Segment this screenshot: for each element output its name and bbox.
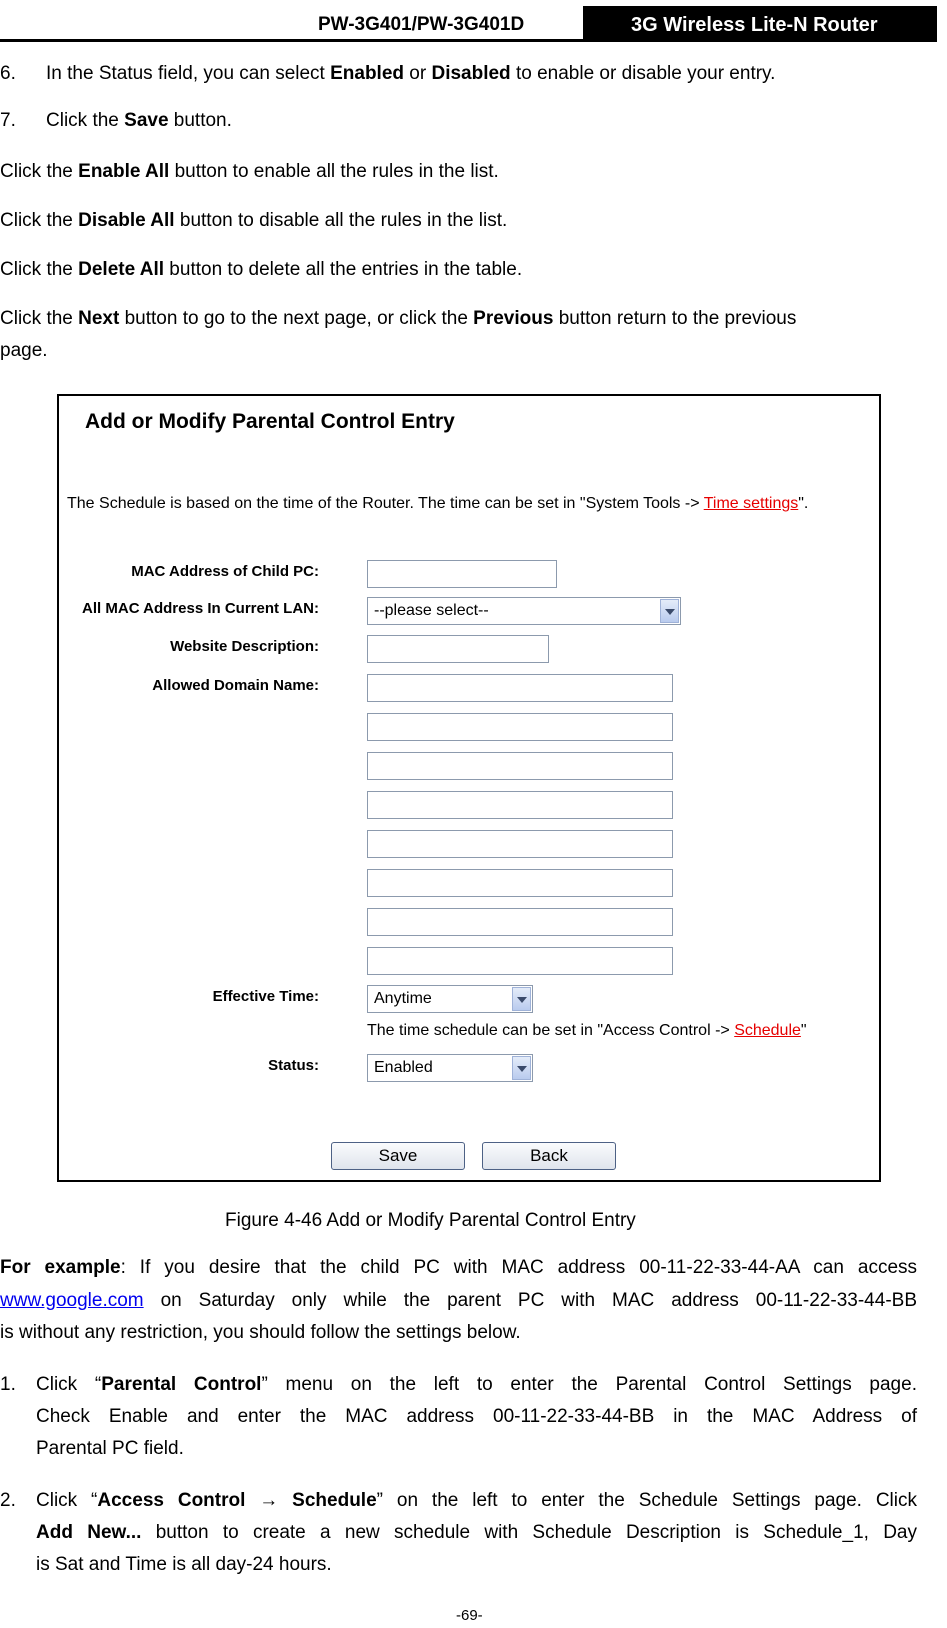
para-next-bold: Next	[78, 308, 120, 329]
allowed-domain-input-1[interactable]	[367, 674, 673, 702]
para-disable-bold: Disable All	[78, 210, 175, 231]
step-2-line1	[36, 1486, 917, 1516]
effective-time-value: Anytime	[374, 990, 432, 1007]
step-7-pre: Click the	[46, 110, 125, 131]
para-enable-all	[0, 157, 499, 187]
para-next-post: button return to the previous	[553, 308, 797, 329]
step-6-number: 6.	[0, 63, 16, 84]
para-enable-post: button to enable all the rules in the list.	[169, 161, 499, 182]
website-desc-input[interactable]	[367, 635, 549, 663]
example-line2-text: on Saturday only while the parent PC with MAC address 00-11-22-33-44-BB	[143, 1290, 917, 1311]
para-enable-bold: Enable All	[78, 161, 170, 182]
step-7-text	[46, 106, 232, 136]
step-7-number: 7.	[0, 110, 16, 131]
step-7-save: Save	[124, 110, 169, 131]
step-1-post: ” menu on the left to enter the Parental Control Settings page.	[261, 1374, 917, 1395]
step-6-disabled: Disabled	[431, 63, 511, 84]
figure-caption: Figure 4-46 Add or Modify Parental Control Entry	[225, 1210, 636, 1231]
step-6-text	[46, 59, 775, 89]
step-1-bold: Parental Control	[101, 1374, 262, 1395]
website-desc-label: Website Description:	[170, 638, 319, 655]
parental-control-figure	[57, 394, 881, 1182]
page-number: -69-	[456, 1607, 483, 1624]
allowed-domain-input-3[interactable]	[367, 752, 673, 780]
time-settings-link[interactable]: Time settings	[703, 495, 799, 512]
mac-child-input[interactable]	[367, 560, 557, 588]
para-previous-bold: Previous	[473, 308, 554, 329]
chevron-down-icon[interactable]	[660, 599, 679, 623]
step-2-pre: Click “	[36, 1490, 98, 1511]
chevron-down-icon[interactable]	[512, 987, 531, 1011]
para-disable-all	[0, 206, 507, 236]
para-next-mid: button to go to the next page, or click the	[119, 308, 474, 329]
mac-child-label: MAC Address of Child PC:	[131, 563, 319, 580]
header-model: PW-3G401/PW-3G401D	[318, 14, 525, 35]
para-delete-all	[0, 255, 522, 285]
step-1-pre: Click “	[36, 1374, 102, 1395]
allowed-domain-input-2[interactable]	[367, 713, 673, 741]
para-next-line2: page.	[0, 340, 48, 361]
para-delete-pre: Click the	[0, 259, 79, 280]
para-disable-pre: Click the	[0, 210, 79, 231]
step-2-number: 2.	[0, 1490, 16, 1511]
step-6-enabled: Enabled	[330, 63, 405, 84]
step-6-mid: or	[404, 63, 432, 84]
allowed-domain-input-8[interactable]	[367, 947, 673, 975]
para-next-pre: Click the	[0, 308, 79, 329]
schedule-note-post: "	[800, 1022, 807, 1039]
note-pre: The Schedule is based on the time of the Router. The time can be set in "System Tools ->	[67, 495, 704, 512]
step-2-line2-text: button to create a new schedule with Schedule Description is Schedule_1, Day	[141, 1522, 917, 1543]
allowed-domain-input-5[interactable]	[367, 830, 673, 858]
allowed-domain-input-6[interactable]	[367, 869, 673, 897]
header-product-label: 3G Wireless Lite-N Router	[631, 14, 878, 36]
para-delete-post: button to delete all the entries in the table.	[164, 259, 523, 280]
example-line1	[0, 1253, 917, 1283]
step-1-line1	[36, 1370, 917, 1400]
step-1-line3: Parental PC field.	[36, 1438, 184, 1459]
schedule-note	[367, 1022, 807, 1040]
figure-title: Add or Modify Parental Control Entry	[85, 410, 455, 433]
step-2-line2	[36, 1518, 917, 1548]
allowed-domain-label: Allowed Domain Name:	[152, 677, 319, 694]
example-line1-text: : If you desire that the child PC with MAC address 00-11-22-33-44-AA can access	[120, 1257, 918, 1278]
step-1-number: 1.	[0, 1374, 16, 1395]
example-bold: For example	[0, 1257, 121, 1278]
status-select[interactable]	[367, 1054, 533, 1082]
all-mac-label: All MAC Address In Current LAN:	[82, 600, 319, 617]
step-6-pre: In the Status field, you can select	[46, 63, 331, 84]
all-mac-select-value: --please select--	[374, 602, 489, 619]
para-enable-pre: Click the	[0, 161, 79, 182]
note-post: ".	[798, 495, 809, 512]
step-2-line3: is Sat and Time is all day-24 hours.	[36, 1554, 332, 1575]
google-link[interactable]: www.google.com	[0, 1290, 144, 1311]
allowed-domain-input-7[interactable]	[367, 908, 673, 936]
step-6-post: to enable or disable your entry.	[510, 63, 776, 84]
schedule-note-pre: The time schedule can be set in "Access Control ->	[367, 1022, 735, 1039]
step-2-add-new-bold: Add New...	[36, 1522, 142, 1543]
effective-time-select[interactable]	[367, 985, 533, 1013]
effective-time-label: Effective Time:	[212, 988, 319, 1005]
example-line3: is without any restriction, you should follow the settings below.	[0, 1322, 521, 1343]
schedule-link[interactable]: Schedule	[734, 1022, 801, 1039]
status-label: Status:	[268, 1057, 319, 1074]
save-button[interactable]: Save	[331, 1142, 465, 1170]
para-delete-bold: Delete All	[78, 259, 165, 280]
step-7-post: button.	[168, 110, 232, 131]
back-button[interactable]: Back	[482, 1142, 616, 1170]
para-disable-post: button to disable all the rules in the list.	[174, 210, 508, 231]
all-mac-select[interactable]	[367, 597, 681, 625]
step-1-line2: Check Enable and enter the MAC address 00-11-22-33-44-BB in the MAC Address of	[36, 1406, 917, 1427]
allowed-domain-input-4[interactable]	[367, 791, 673, 819]
step-2-post: ” on the left to enter the Schedule Settings page. Click	[376, 1490, 917, 1511]
step-2-bold: Access Control → Schedule	[97, 1490, 377, 1511]
status-value: Enabled	[374, 1059, 433, 1076]
chevron-down-icon[interactable]	[512, 1056, 531, 1080]
example-line2	[0, 1286, 917, 1316]
schedule-based-note	[67, 495, 808, 513]
header-rule	[0, 39, 937, 42]
para-next-line1	[0, 304, 796, 334]
